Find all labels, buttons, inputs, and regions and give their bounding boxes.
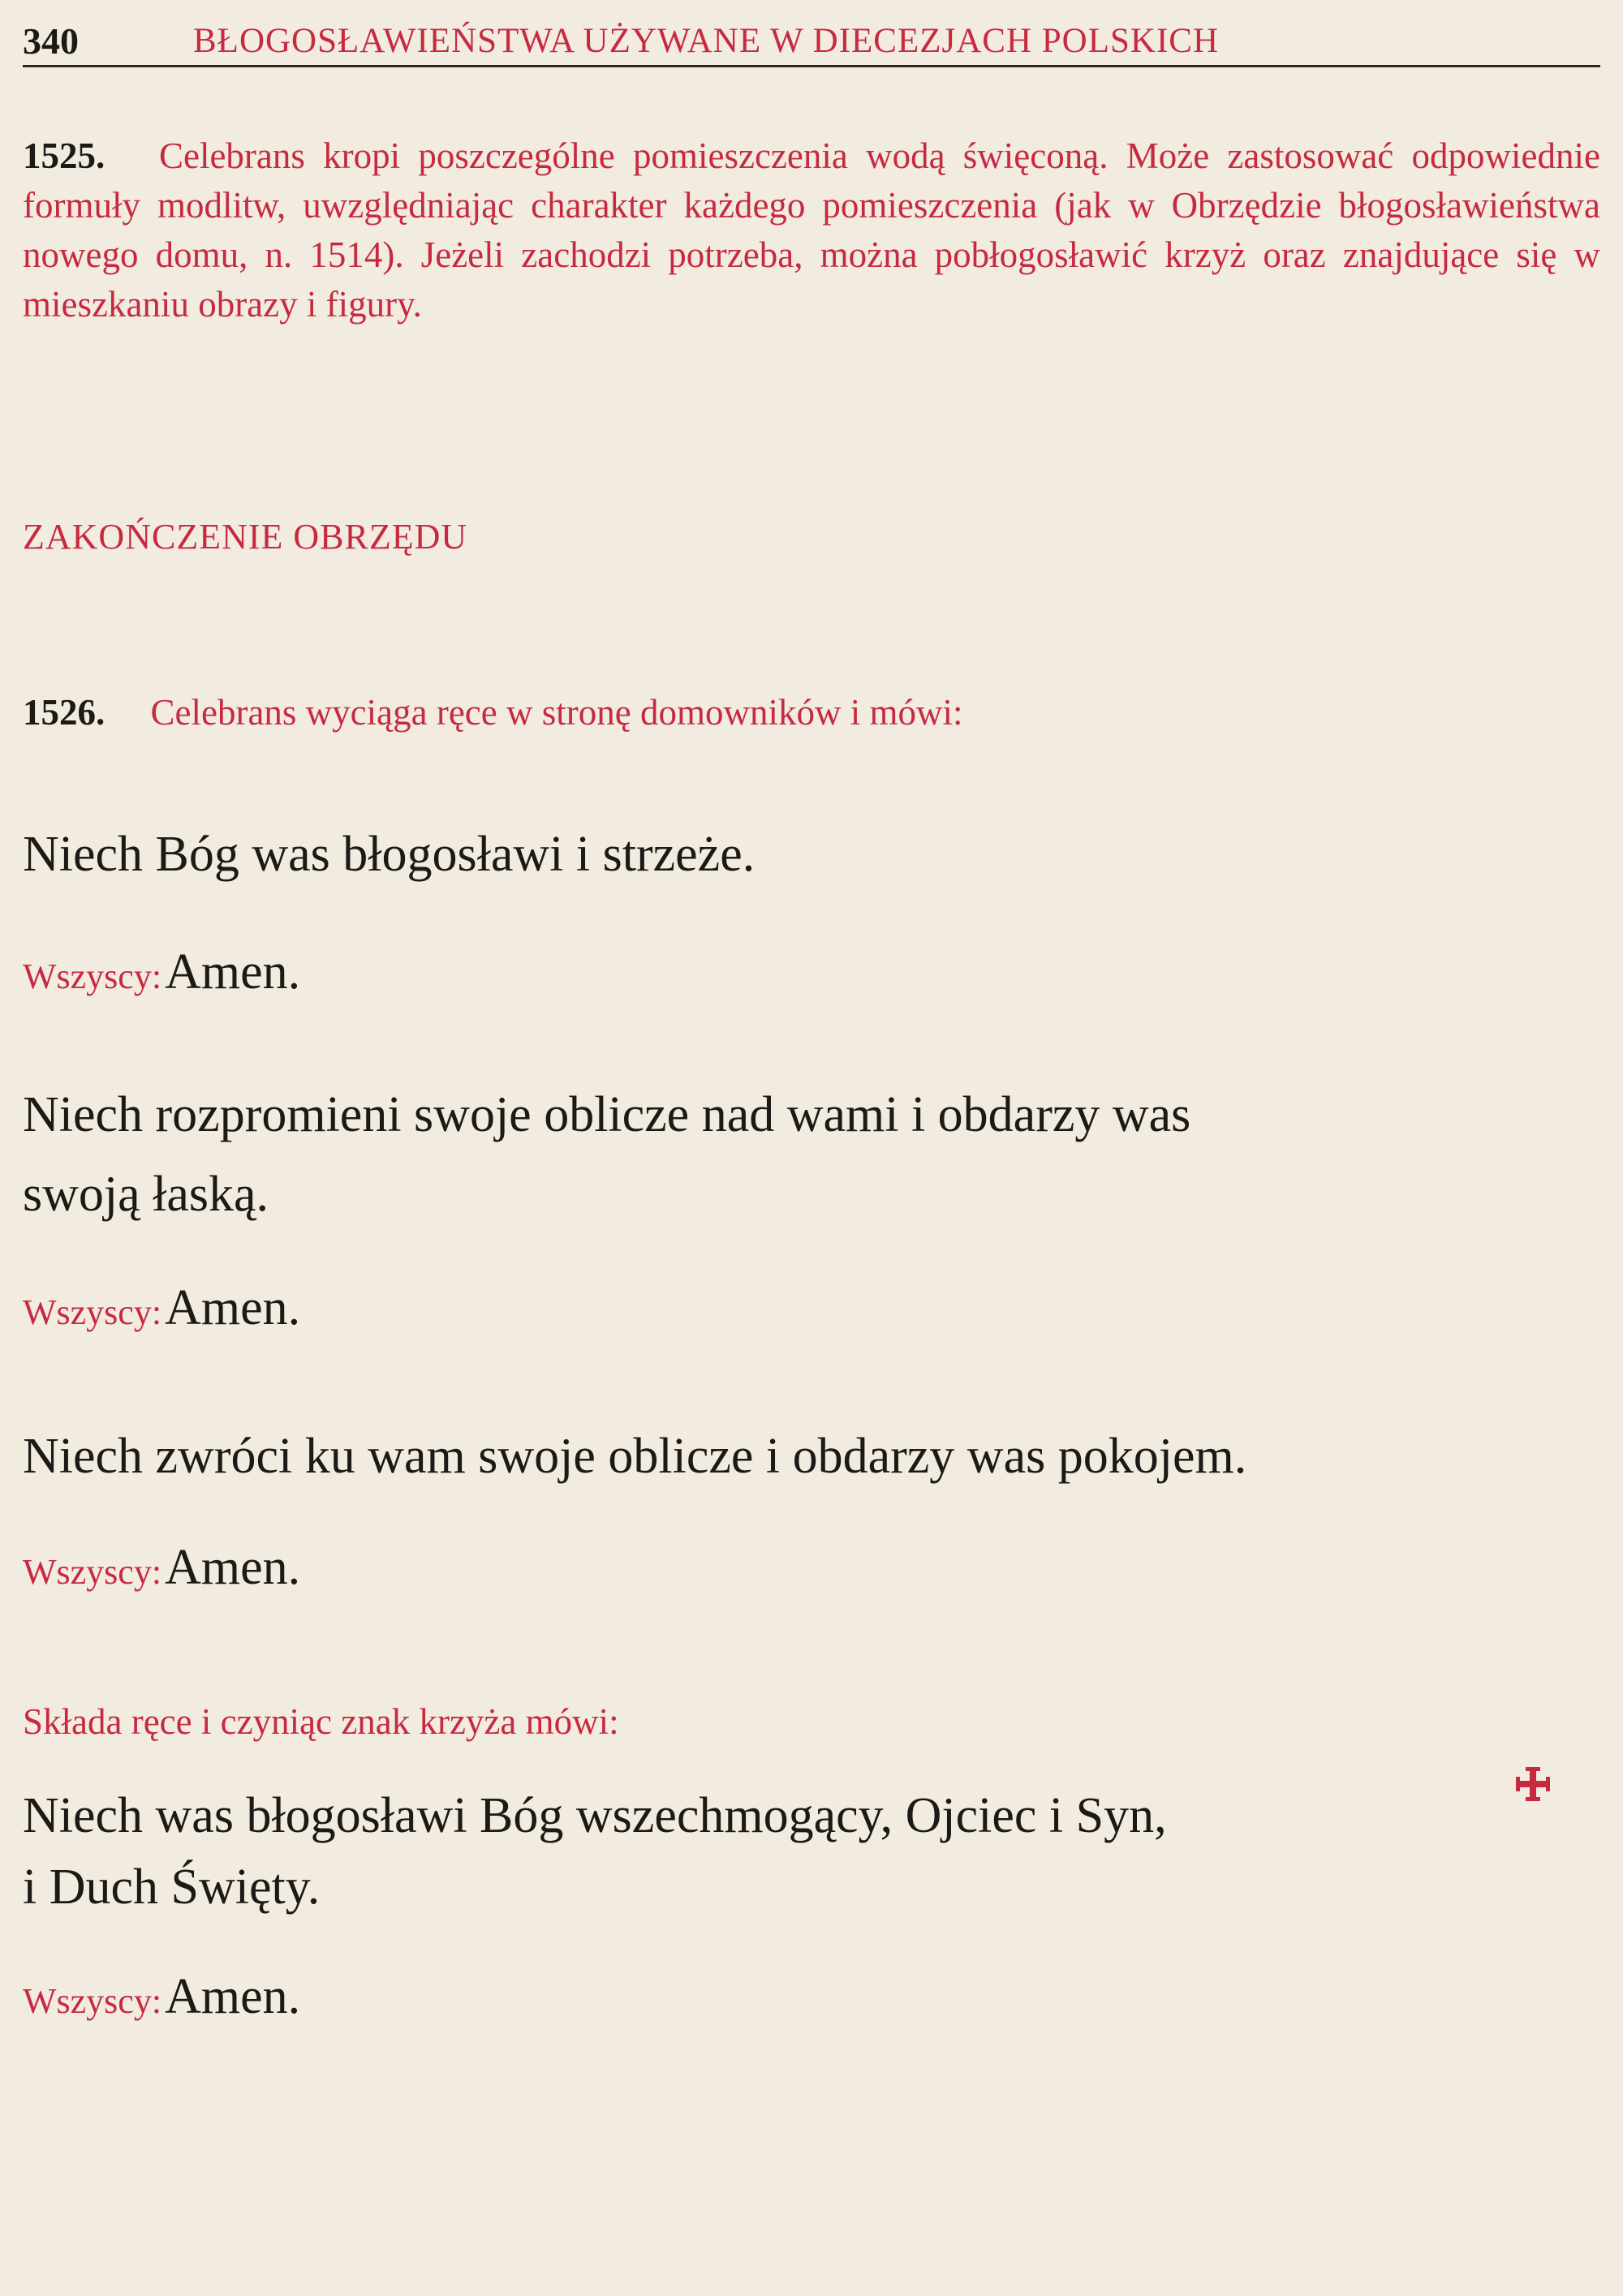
rubric-1525 [23, 131, 1600, 329]
response-text: Amen. [165, 1280, 301, 1335]
blessing-line: Niech zwróci ku wam swoje oblicze i obdarzy was pokojem. [23, 1429, 1247, 1484]
response-row [23, 1968, 300, 2026]
final-blessing-line: Niech was błogosławi Bóg wszechmogący, Ojciec i Syn, [23, 1788, 1167, 1843]
final-blessing-line: i Duch Święty. [23, 1860, 321, 1915]
response-label: Wszyscy: [23, 1292, 162, 1332]
running-title: BŁOGOSŁAWIEŃSTWA UŻYWANE W DIECEZJACH POLSKICH [193, 22, 1220, 60]
paragraph-number: 1525. [23, 135, 105, 176]
response-row [23, 1279, 300, 1337]
response-text: Amen. [165, 1969, 301, 2024]
rubric-sign-of-cross: Składa ręce i czyniąc znak krzyża mówi: [23, 1701, 619, 1742]
response-label: Wszyscy: [23, 1552, 162, 1592]
response-label: Wszyscy: [23, 957, 162, 996]
blessing-line: Niech Bóg was błogosławi i strzeże. [23, 827, 756, 882]
blessing-line: Niech rozpromieni swoje oblicze nad wami i obdarzy was [23, 1087, 1191, 1142]
blessing-line: swoją łaską. [23, 1167, 269, 1222]
response-row [23, 1539, 300, 1597]
page-header [23, 18, 1600, 67]
rubric-text: Celebrans wyciąga ręce w stronę domowników i mówi: [150, 692, 963, 733]
cross-icon [1516, 1767, 1550, 1801]
rubric-text: Celebrans kropi poszczególne pomieszczenia wodą święconą. Może zastosować odpowiednie formuły modlitw, uwzględniając charakter każdego pomieszczenia (jak w Obrzędzie błogosławieństwa nowego domu, n. 1514). Jeżeli zachodzi potrzeba, można pobłogosławić krzyż oraz znajdujące się w mieszkaniu obrazy i figury. [23, 135, 1601, 325]
rubric-1526 [23, 688, 1600, 737]
response-text: Amen. [165, 1540, 301, 1595]
response-text: Amen. [165, 944, 301, 1000]
page-number: 340 [23, 20, 79, 62]
section-heading: ZAKOŃCZENIE OBRZĘDU [23, 517, 468, 557]
response-row [23, 944, 300, 1001]
paragraph-number: 1526. [23, 692, 105, 733]
response-label: Wszyscy: [23, 1981, 162, 2021]
